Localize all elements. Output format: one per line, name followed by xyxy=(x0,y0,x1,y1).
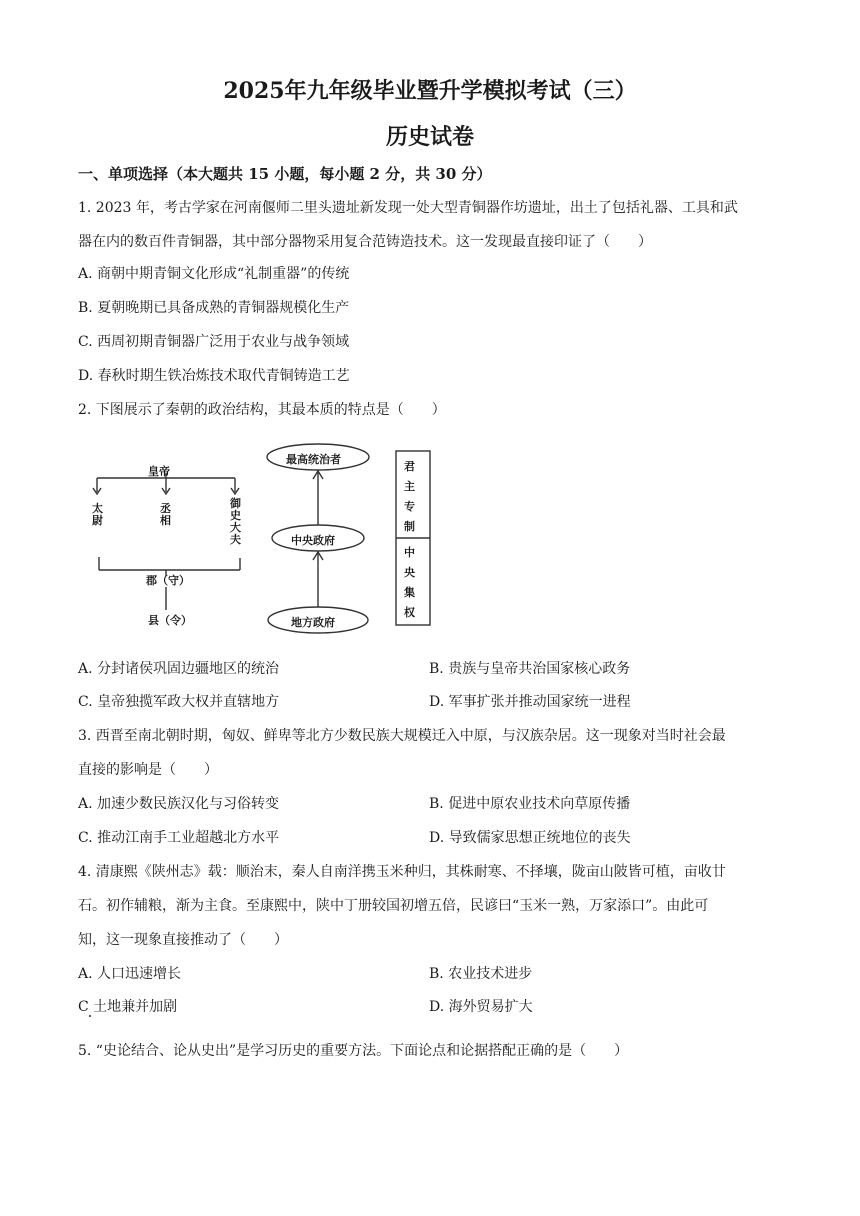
figure-label-xian: 县（令） xyxy=(148,614,192,627)
qin-political-structure-figure xyxy=(80,440,450,640)
q2-stem: 2. 下图展示了秦朝的政治结构，其最本质的特点是（ ） xyxy=(78,402,446,418)
exam-title: 2025年九年级毕业暨升学模拟考试（三） xyxy=(223,78,637,104)
q5-stem: 5. “史论结合、论从史出”是学习历史的重要方法。下面论点和论据搭配正确的是（ ） xyxy=(78,1043,629,1059)
q3-stem-line2: 直接的影响是（ ） xyxy=(78,762,218,778)
q3-option-d: D. 导致儒家思想正统地位的丧失 xyxy=(429,830,631,846)
q4-stem-line1: 4. 清康熙《陕州志》载：顺治末，秦人自南洋携玉米种归，其株耐寒、不择壤，陇亩山陂皆可植，亩收廿 xyxy=(78,864,726,880)
figure-label-centralization: 中 央 集 权 xyxy=(404,546,415,619)
figure-label-local-government: 地方政府 xyxy=(291,616,335,629)
q3-option-a: A. 加速少数民族汉化与习俗转变 xyxy=(78,796,280,812)
q1-option-c: C. 西周初期青铜器广泛用于农业与战争领域 xyxy=(78,334,350,350)
q2-option-b: B. 贵族与皇帝共治国家核心政务 xyxy=(429,661,631,677)
figure-label-yushidafu: 御 史 大 夫 xyxy=(230,497,241,546)
figure-label-taiwei: 太 尉 xyxy=(92,502,103,527)
q4-option-a: A. 人口迅速增长 xyxy=(78,966,182,982)
stray-dot xyxy=(89,1015,91,1017)
q3-stem-line1: 3. 西晋至南北朝时期，匈奴、鲜卑等北方少数民族大规模迁入中原，与汉族杂居。这一现象对当时社会最 xyxy=(78,728,726,744)
exam-subject: 历史试卷 xyxy=(385,124,474,150)
q1-option-d: D. 春秋时期生铁冶炼技术取代青铜铸造工艺 xyxy=(78,368,350,384)
q1-option-b: B. 夏朝晚期已具备成熟的青铜器规模化生产 xyxy=(78,300,350,316)
figure-label-jun: 郡（守） xyxy=(146,574,190,587)
q4-stem-line3: 知，这一现象直接推动了（ ） xyxy=(78,932,288,948)
q1-stem-line1: 1. 2023 年，考古学家在河南偃师二里头遗址新发现一处大型青铜器作坊遗址，出土了包括礼器、工具和武 xyxy=(78,200,738,216)
figure-label-chengxiang: 丞 相 xyxy=(160,502,171,527)
q4-option-c: C 土地兼并加剧 xyxy=(78,999,178,1015)
figure-label-autocracy: 君 主 专 制 xyxy=(404,460,415,533)
q2-option-c: C. 皇帝独揽军政大权并直辖地方 xyxy=(78,694,280,710)
figure-label-emperor: 皇帝 xyxy=(148,465,170,478)
figure-label-supreme-ruler: 最高统治者 xyxy=(286,453,341,466)
q2-option-d: D. 军事扩张并推动国家统一进程 xyxy=(429,694,631,710)
q1-option-a: A. 商朝中期青铜文化形成“礼制重器”的传统 xyxy=(78,266,350,282)
q3-option-b: B. 促进中原农业技术向草原传播 xyxy=(429,796,631,812)
q4-option-d: D. 海外贸易扩大 xyxy=(429,999,533,1015)
q4-option-b: B. 农业技术进步 xyxy=(429,966,533,982)
q4-stem-line2: 石。初作辅粮，渐为主食。至康熙中，陕中丁册较国初增五倍，民谚曰“玉米一熟，万家添口”。由此可 xyxy=(78,898,709,914)
q3-option-c: C. 推动江南手工业超越北方水平 xyxy=(78,830,280,846)
q2-option-a: A. 分封诸侯巩固边疆地区的统治 xyxy=(78,661,280,677)
section-heading: 一、单项选择（本大题共 15 小题，每小题 2 分，共 30 分） xyxy=(78,165,492,183)
q1-stem-line2: 器在内的数百件青铜器，其中部分器物采用复合范铸造技术。这一发现最直接印证了（ ） xyxy=(78,234,652,250)
figure-label-central-government: 中央政府 xyxy=(291,534,335,547)
